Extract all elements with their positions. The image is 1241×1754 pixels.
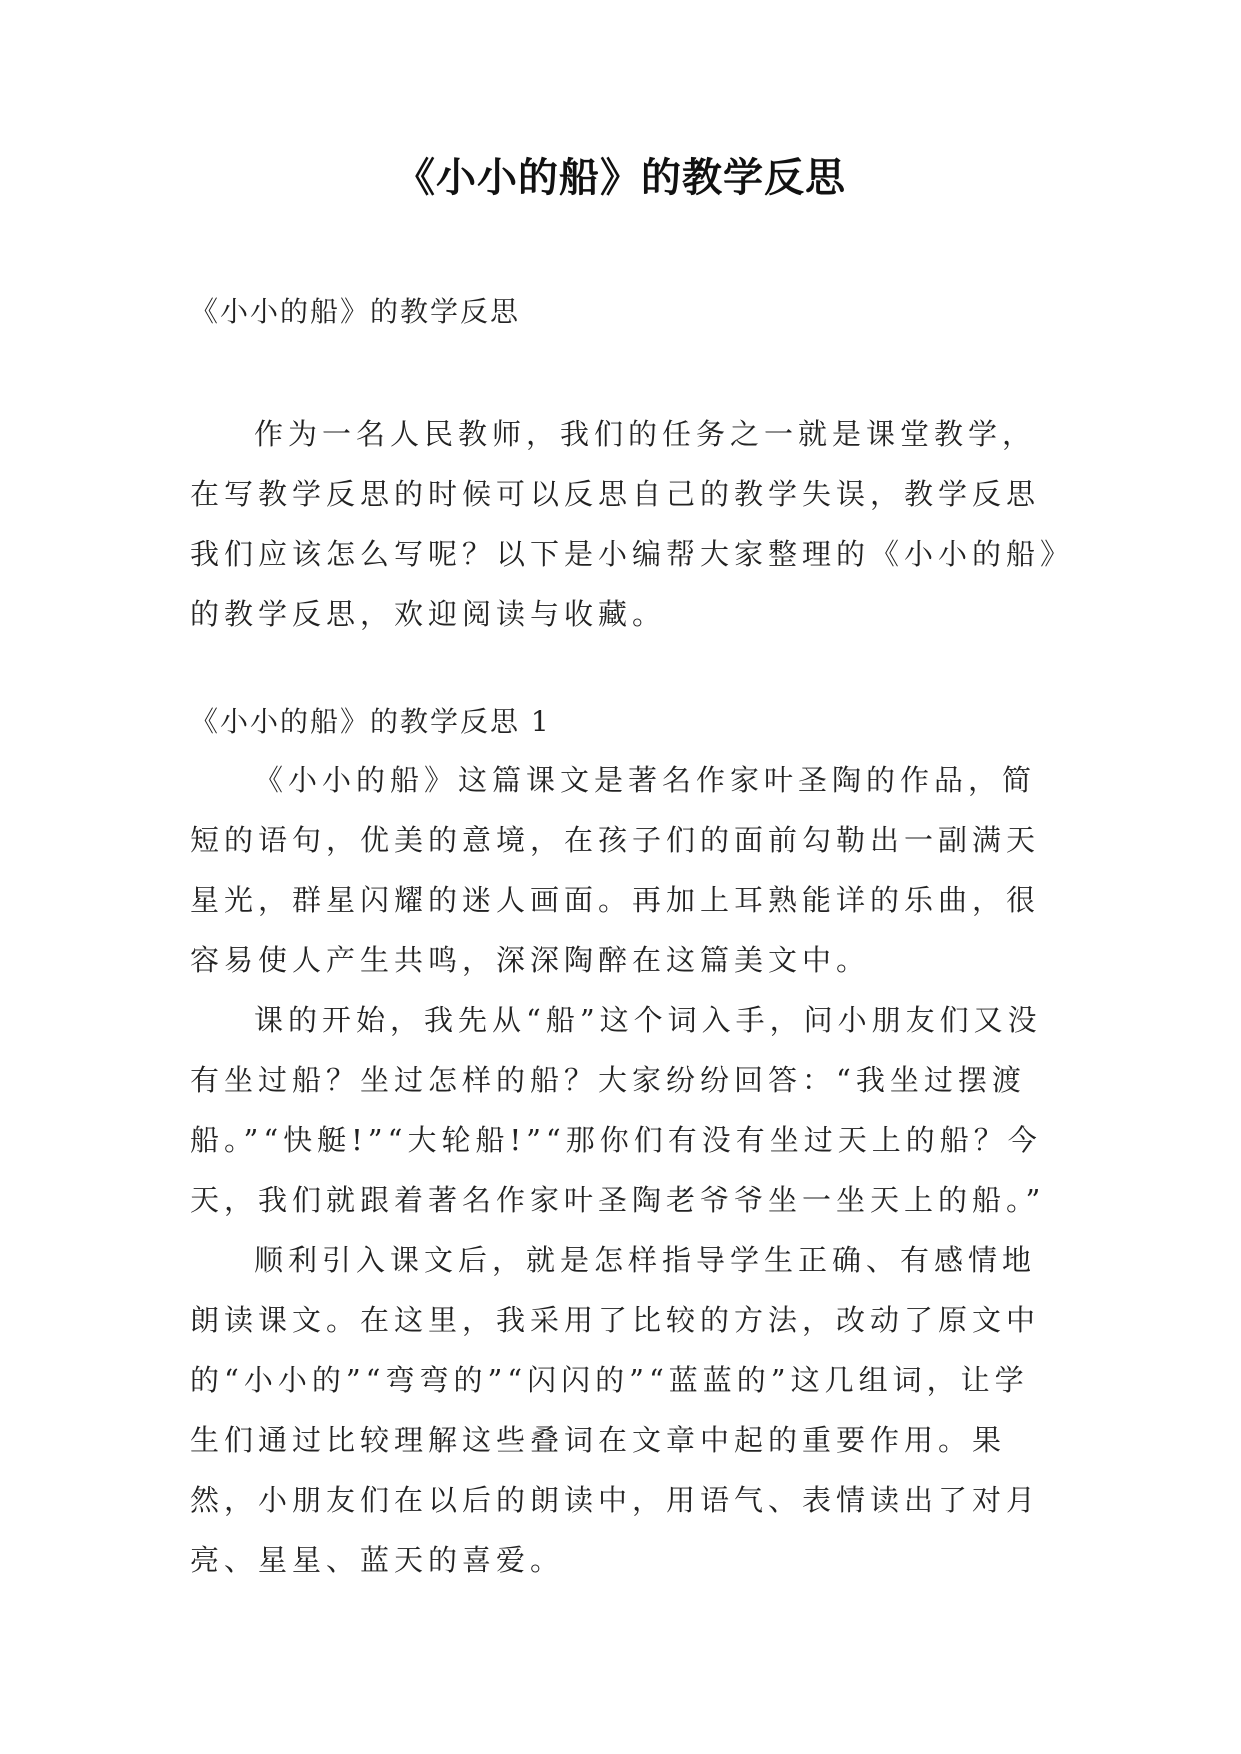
body-paragraph: 顺利引入课文后，就是怎样指导学生正确、有感情地朗读课文。在这里，我采用了比较的方法，改动了原文中的“小小的”“弯弯的”“闪闪的”“蓝蓝的”这几组词，让学生们通过比较理解这些叠词在文章中起的重要作用。果然，小朋友们在以后的朗读中，用语气、表情读出了对月亮、星星、蓝天的喜爱。 — [190, 1243, 1041, 1577]
body-paragraph: 《小小的船》这篇课文是著名作家叶圣陶的作品，简短的语句，优美的意境，在孩子们的面前勾勒出一副满天星光，群星闪耀的迷人画面。再加上耳熟能详的乐曲，很容易使人产生共鸣，深深陶醉在这篇美文中。 — [190, 763, 1041, 977]
document-title: 《小小的船》的教学反思 — [395, 155, 846, 201]
body-paragraph: 课的开始，我先从“船”这个词入手，问小朋友们又没有坐过船？坐过怎样的船？大家纷纷回答：“我坐过摆渡船。”“快艇!”“大轮船!”“那你们有没有坐过天上的船？今天，我们就跟着著名作家叶圣陶老爷爷坐一坐天上的船。” — [190, 1003, 1046, 1217]
document-subtitle: 《小小的船》的教学反思 — [190, 295, 521, 328]
intro-paragraph: 作为一名人民教师，我们的任务之一就是课堂教学，在写教学反思的时候可以反思自己的教学失误，教学反思我们应该怎么写呢？以下是小编帮大家整理的《小小的船》的教学反思，欢迎阅读与收藏。 — [190, 417, 1060, 631]
section-body — [190, 750, 1060, 1590]
section-heading: 《小小的船》的教学反思 1 — [190, 705, 551, 738]
